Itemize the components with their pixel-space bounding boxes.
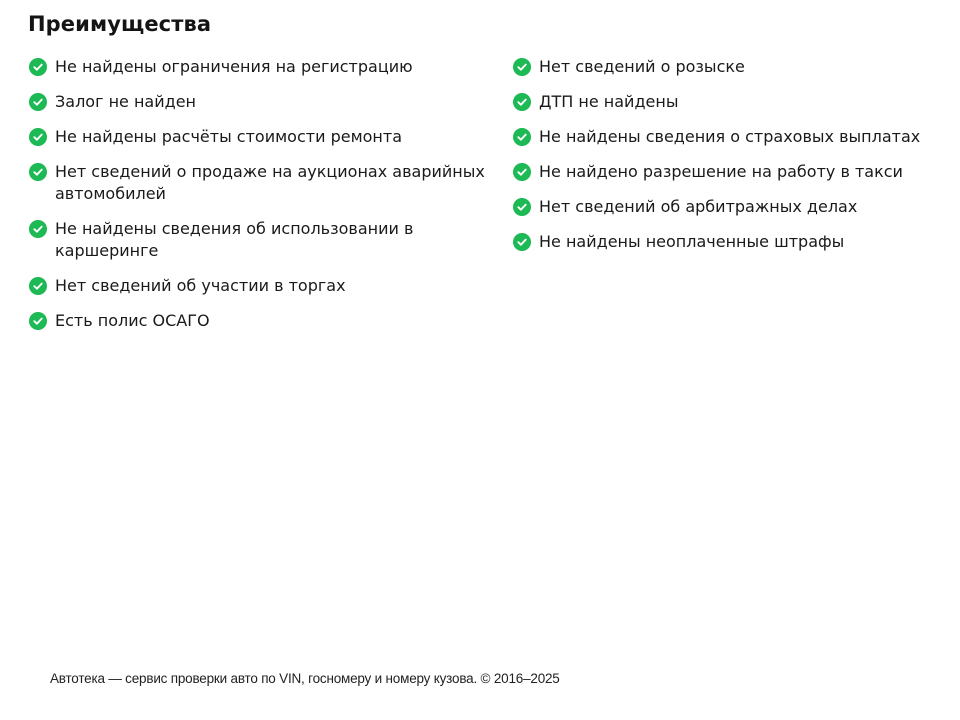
advantage-item — [513, 161, 943, 183]
advantages-list-right — [513, 56, 943, 266]
advantage-item — [29, 161, 504, 205]
advantages-list-left — [29, 56, 504, 345]
advantage-text: Не найдены ограничения на регистрацию — [55, 57, 413, 76]
check-circle-icon — [29, 58, 47, 76]
advantage-text: Нет сведений о продаже на аукционах аварийных автомобилей — [55, 162, 485, 203]
check-circle-icon — [29, 277, 47, 295]
page-title: Преимущества — [28, 12, 212, 36]
advantage-item — [513, 126, 943, 148]
advantage-text: Не найдены сведения об использовании в каршеринге — [55, 219, 414, 260]
advantage-item — [513, 196, 943, 218]
advantage-item — [29, 126, 504, 148]
advantage-text: Есть полис ОСАГО — [55, 311, 210, 330]
advantage-text: ДТП не найдены — [539, 92, 679, 111]
check-circle-icon — [29, 163, 47, 181]
advantage-item — [29, 56, 504, 78]
footer-text: Автотека — сервис проверки авто по VIN, госномеру и номеру кузова. © 2016–2025 — [50, 671, 560, 686]
advantage-item — [29, 218, 504, 262]
check-circle-icon — [513, 128, 531, 146]
advantage-item — [29, 275, 504, 297]
check-circle-icon — [29, 93, 47, 111]
check-circle-icon — [29, 128, 47, 146]
check-circle-icon — [513, 163, 531, 181]
advantage-text: Не найдены сведения о страховых выплатах — [539, 127, 921, 146]
check-circle-icon — [29, 312, 47, 330]
advantage-text: Нет сведений об арбитражных делах — [539, 197, 858, 216]
advantage-item — [513, 91, 943, 113]
advantage-item — [513, 56, 943, 78]
advantage-text: Нет сведений об участии в торгах — [55, 276, 346, 295]
check-circle-icon — [29, 220, 47, 238]
advantage-text: Не найдены расчёты стоимости ремонта — [55, 127, 403, 146]
advantage-text: Не найдены неоплаченные штрафы — [539, 232, 845, 251]
advantage-text: Нет сведений о розыске — [539, 57, 745, 76]
check-circle-icon — [513, 58, 531, 76]
check-circle-icon — [513, 93, 531, 111]
advantage-item — [29, 91, 504, 113]
advantage-item — [29, 310, 504, 332]
advantage-text: Залог не найден — [55, 92, 196, 111]
advantage-text: Не найдено разрешение на работу в такси — [539, 162, 903, 181]
advantage-item — [513, 231, 943, 253]
check-circle-icon — [513, 233, 531, 251]
check-circle-icon — [513, 198, 531, 216]
